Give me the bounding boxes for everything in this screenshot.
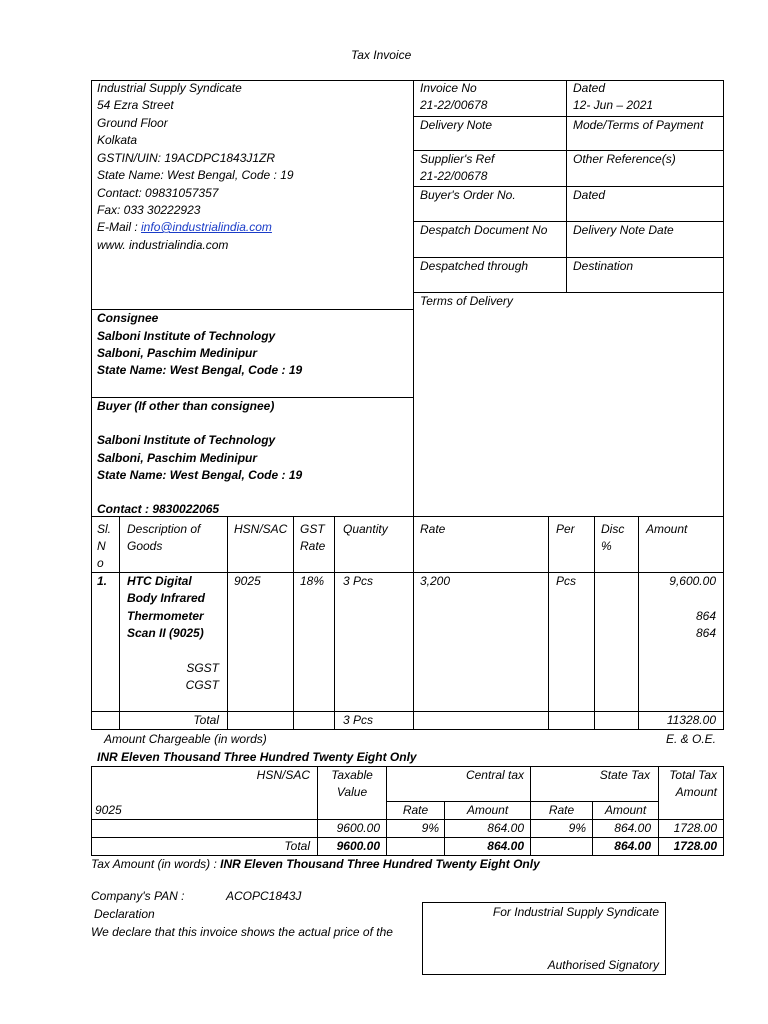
row-state-rate: 9% [568,821,586,835]
tax-words-row [91,856,540,873]
suppliers-ref-value: 21-22/00678 [420,169,488,183]
consignee-state: State Name: West Bengal, Code : 19 [97,363,303,377]
signature-box [422,902,666,975]
col-sl-1: Sl. [97,522,112,536]
amount-words-label: Amount Chargeable (in words) [104,732,267,746]
tax-words-label: Tax Amount (in words) : [91,857,217,871]
seller-email-link[interactable]: info@industrialindia.com [141,220,272,234]
item-sl: 1. [97,574,108,588]
buyers-order-label: Buyer's Order No. [420,188,516,202]
buyer-address: Salboni, Paschim Medinipur [97,451,258,465]
pan-value: ACOPC1843J [226,889,302,903]
dated-label: Dated [573,81,606,95]
row-state-amount: 864.00 [614,821,651,835]
col-disc-2: % [601,539,612,553]
seller-email-label: E-Mail : [97,220,138,234]
total-central-amount: 864.00 [487,839,524,853]
tax-hsn-header: HSN/SAC [256,768,310,782]
buyer-label: Buyer (If other than consignee) [97,399,275,413]
item-desc-3: Thermometer [127,609,204,623]
terms-of-delivery-label: Terms of Delivery [420,294,513,308]
col-hsn: HSN/SAC [234,522,288,536]
state-rate-header: Rate [548,803,575,817]
consignee-name: Salboni Institute of Technology [97,329,276,343]
despatch-doc-label: Despatch Document No [420,223,548,237]
seller-contact: Contact: 09831057357 [97,186,219,200]
tax-total-label: Total [284,839,310,853]
col-amount: Amount [646,522,688,536]
seller-email-row [97,219,272,236]
row-total-tax: 1728.00 [673,821,717,835]
seller-address-line2: Ground Floor [97,116,168,130]
tax-words-text: INR Eleven Thousand Three Hundred Twenty Eight Only [220,857,540,871]
col-quantity: Quantity [343,522,388,536]
buyer-name: Salboni Institute of Technology [97,433,276,447]
declaration-text: We declare that this invoice shows the actual price of the [91,925,393,939]
col-gst-1: GST [300,522,325,536]
seller-website: www. industrialindia.com [97,238,229,252]
authorised-signatory-label: Authorised Signatory [547,958,659,972]
item-desc-4: Scan II (9025) [127,626,204,640]
eoe-label: E. & O.E. [665,732,716,746]
for-company-label: For Industrial Supply Syndicate [492,905,659,919]
cgst-amount: 864 [695,626,716,640]
seller-gstin: GSTIN/UIN: 19ACDPC1843J1ZR [97,151,276,165]
taxable-value-header-1: Taxable [331,768,373,782]
page-title: Tax Invoice [351,48,412,62]
item-per: Pcs [556,574,577,588]
cgst-label: CGST [185,678,219,692]
central-tax-header: Central tax [465,768,524,782]
taxable-value-header-2: Value [336,785,368,799]
seller-city: Kolkata [97,133,138,147]
consignee-address: Salboni, Paschim Medinipur [97,346,258,360]
item-gst: 18% [300,574,325,588]
col-desc-2: Goods [127,539,163,553]
state-tax-header: State Tax [599,768,650,782]
sgst-label: SGST [186,661,219,675]
delivery-note-label: Delivery Note [420,118,493,132]
order-dated-label: Dated [573,188,606,202]
seller-name: Industrial Supply Syndicate [97,81,242,95]
suppliers-ref-label: Supplier's Ref [420,152,495,166]
col-gst-2: Rate [300,539,326,553]
row-central-rate: 9% [421,821,439,835]
invoice-no-label: Invoice No [420,81,477,95]
declaration-label: Declaration [94,907,155,921]
item-hsn: 9025 [234,574,261,588]
seller-fax: Fax: 033 30222923 [97,203,201,217]
amount-words-text: INR Eleven Thousand Three Hundred Twenty Eight Only [97,750,417,764]
total-tax-header-1: Total Tax [669,768,717,782]
col-desc-1: Description of [127,522,201,536]
central-amount-header: Amount [466,803,509,817]
destination-label: Destination [573,259,634,273]
state-amount-header: Amount [604,803,647,817]
items-total-amount: 11328.00 [666,713,716,727]
total-taxable-value: 9600.00 [336,839,380,853]
col-per: Per [556,522,575,536]
other-reference-label: Other Reference(s) [573,152,676,166]
items-total-qty: 3 Pcs [343,713,374,727]
items-total-label: Total [193,713,219,727]
pan-label: Company's PAN : [91,889,185,903]
item-desc-1: HTC Digital [127,574,192,588]
total-state-amount: 864.00 [614,839,651,853]
buyer-contact: Contact : 9830022065 [97,502,220,516]
total-tax-header-2: Amount [675,785,717,799]
col-sl-2: N [97,539,106,553]
item-qty: 3 Pcs [343,574,374,588]
row-taxable-value: 9600.00 [336,821,380,835]
invoice-no-value: 21-22/00678 [420,98,488,112]
consignee-label: Consignee [97,311,159,325]
central-rate-header: Rate [402,803,429,817]
despatched-through-label: Despatched through [420,259,529,273]
item-desc-2: Body Infrared [127,591,206,605]
total-total-tax: 1728.00 [673,839,717,853]
row-central-amount: 864.00 [487,821,524,835]
col-sl-3: o [97,556,104,570]
col-rate: Rate [420,522,446,536]
item-rate: 3,200 [420,574,451,588]
tax-hsn-value: 9025 [95,803,122,817]
col-disc-1: Disc [601,522,625,536]
dated-value: 12- Jun – 2021 [573,98,654,112]
seller-state: State Name: West Bengal, Code : 19 [97,168,294,182]
buyer-state: State Name: West Bengal, Code : 19 [97,468,303,482]
mode-terms-label: Mode/Terms of Payment [573,118,704,132]
delivery-note-date-label: Delivery Note Date [573,223,674,237]
seller-address-line1: 54 Ezra Street [97,98,174,112]
item-amount: 9,600.00 [669,574,716,588]
sgst-amount: 864 [695,609,716,623]
